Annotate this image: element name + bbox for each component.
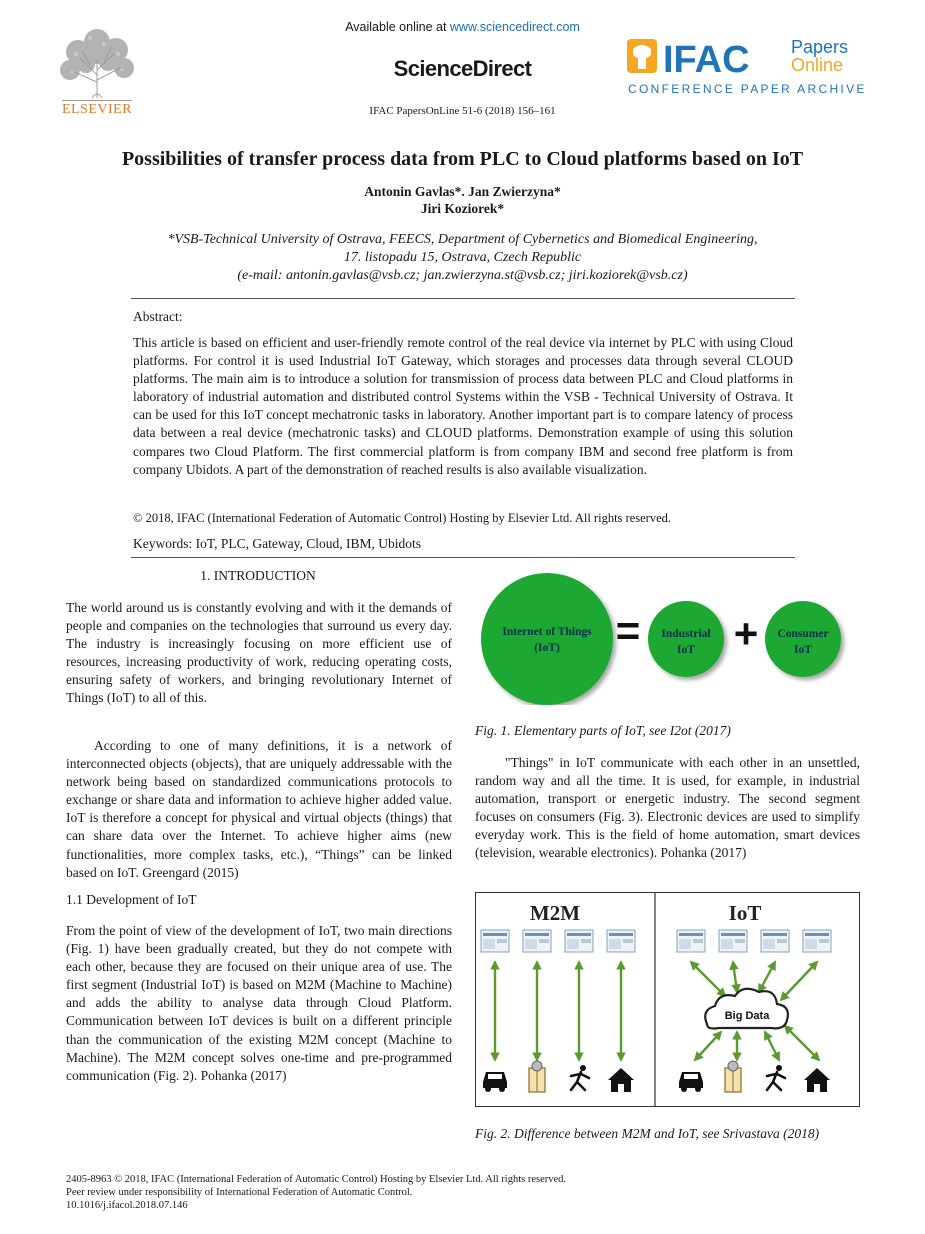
affiliation [0, 231, 925, 285]
subsection-heading-development: 1.1 Development of IoT [66, 892, 197, 907]
elsevier-wordmark: ELSEVIER [61, 102, 133, 117]
abstract-label: Abstract: [133, 309, 183, 324]
development-paragraph: From the point of view of the development of IoT, two main directions (Fig. 1) have been gradually created, but they do not compete with each other, because they are focused on their unique area of use. The first segment (Industrial IoT) is based on M2M (Machine to Machine) and adds the ability to analyse data through Cloud Platform. Communication between IoT devices is built on a different principle than the communication of the existing M2M concept (Machine to Machine). The M2M concept solves one-time and pre-programmed communication (Fig. 2). Pohanka (2017) [66, 923, 452, 1083]
iot-label-line-2: (IoT) [534, 642, 560, 654]
online-wordmark: Online [791, 55, 844, 75]
iot-circle [481, 573, 613, 705]
figure-1-caption: Fig. 1. Elementary parts of IoT, see I2ot (2017) [475, 723, 731, 738]
journal-reference: IFAC PapersOnLine 51-6 (2018) 156–161 [369, 105, 556, 117]
consumer-label-line-1: Consumer [777, 628, 829, 640]
paper-title: Possibilities of transfer process data from PLC to Cloud platforms based on IoT [121, 148, 804, 170]
abstract-top-rule [131, 298, 795, 299]
iot-title: IoT [728, 901, 762, 925]
server-screen-icon [481, 930, 509, 952]
figure-2-m2m-vs-iot [475, 892, 860, 1107]
footer-doi: 10.1016/j.ifacol.2018.07.146 [66, 1200, 188, 1211]
m2m-title: M2M [529, 901, 581, 925]
consumer-label-line-2: IoT [794, 644, 812, 656]
sciencedirect-link[interactable]: www.sciencedirect.com [449, 20, 580, 34]
page-footer [66, 1173, 866, 1212]
equals-sign: = [615, 607, 641, 654]
keywords: Keywords: IoT, PLC, Gateway, Cloud, IBM, Ubidots [133, 536, 421, 551]
abstract-copyright: © 2018, IFAC (International Federation of Automatic Control) Hosting by Elsevier Ltd. All rights reserved. [133, 511, 671, 525]
server-screen-icon [565, 930, 593, 952]
server-screen-icon [761, 930, 789, 952]
server-screen-icon [523, 930, 551, 952]
authors-line-2: Jiri Koziorek* [420, 201, 505, 216]
industrial-label-line-1: Industrial [661, 628, 711, 640]
server-screen-icon [803, 930, 831, 952]
elsevier-logo [52, 20, 142, 120]
ifac-papersonline-logo [623, 33, 871, 99]
plus-sign: + [733, 610, 759, 657]
footer-issn-copyright: 2405-8963 © 2018, IFAC (International Federation of Automatic Control) Hosting by Elsevier Ltd. All rights reserved. [66, 1174, 567, 1185]
papers-wordmark: Papers [791, 37, 849, 57]
big-data-label: Big Data [724, 1010, 770, 1022]
sciencedirect-wordmark: ScienceDirect [393, 56, 532, 81]
things-paragraph: "Things" in IoT communicate with each other in an unsettled, random way and all the time. It is used, for example, in industrial automation, transport or energetic industry. The second segment focuses on consumers (Fig. 3). Electronic devices are used to simplify everyday work. This is the field of home automation, smart devices (television, wearable electronics). Pohanka (2017) [475, 755, 860, 861]
ifac-wordmark: IFAC [663, 39, 750, 81]
authors-line-1: Antonin Gavlas*. Jan Zwierzyna* [364, 184, 561, 199]
server-screen-icon [719, 930, 747, 952]
affiliation-email: (e-mail: antonin.gavlas@vsb.cz; jan.zwierzyna.st@vsb.cz; jiri.koziorek@vsb.cz) [237, 268, 688, 283]
intro-paragraph-2: According to one of many definitions, it is a network of interconnected objects (objects), that are uniquely addressable with the network being based on standardized communications protocols to exchange or share data and information to achieve higher added value. IoT is therefore a concept for physical and virtual objects (things) that can share data over the Internet. To achieve higher aims (new functionalities, more complex tasks, etc.), “Things” can be linked based on IoT. Greengard (2015) [66, 738, 452, 880]
archive-wordmark: CONFERENCE PAPER ARCHIVE [628, 82, 866, 96]
abstract-bottom-rule [131, 557, 795, 558]
server-screen-icon [677, 930, 705, 952]
affiliation-line-2: 17. listopadu 15, Ostrava, Czech Republic [343, 250, 582, 265]
figure-1-iot-parts [470, 565, 870, 705]
iot-label-line-1: Internet of Things [502, 626, 592, 638]
affiliation-line-1: *VSB-Technical University of Ostrava, FEECS, Department of Cybernetics and Biomedical Engineering, [167, 232, 758, 247]
available-text: Available online at [345, 20, 450, 34]
abstract-text: This article is based on efficient and user-friendly remote control of the real device via internet by PLC with using Cloud platforms. For control it is used Industrial IoT Gateway, which storages and processes data through several CLOUD platforms. The main aim is to introduce a solution for transmission of process data between PLC and Cloud platforms in laboratory of industrial automation and distributed control Systems within the VSB - Technical University of Ostrava. It can be used for this IoT concept mechatronic tasks in laboratory. Another important part is to compare latency of process data between a real device (mechatronic tasks) and CLOUD platforms. Demonstration example of using this solution compares two Cloud Platform. The first commercial platform is from company IBM and second free platform is from company Ubidots. A part of the demonstration of reached results is also available visualization. [133, 335, 793, 477]
figure-2-caption: Fig. 2. Difference between M2M and IoT, see Srivastava (2018) [475, 1126, 820, 1141]
server-screen-icon [607, 930, 635, 952]
section-heading-introduction: 1. INTRODUCTION [200, 568, 316, 583]
footer-peer-review: Peer review under responsibility of International Federation of Automatic Control. [66, 1187, 413, 1198]
industrial-label-line-2: IoT [677, 644, 695, 656]
intro-paragraph-1: The world around us is constantly evolving and with it the demands of people and companies on the technologies that surround us every day. The industry is increasingly focusing on more efficient use of resources, increasing productivity of work, reducing operating costs, ensuring safety of workers, and bringing revolutionary Internet of Things (IoT) to all of this. [66, 600, 452, 706]
author-list [0, 183, 925, 217]
